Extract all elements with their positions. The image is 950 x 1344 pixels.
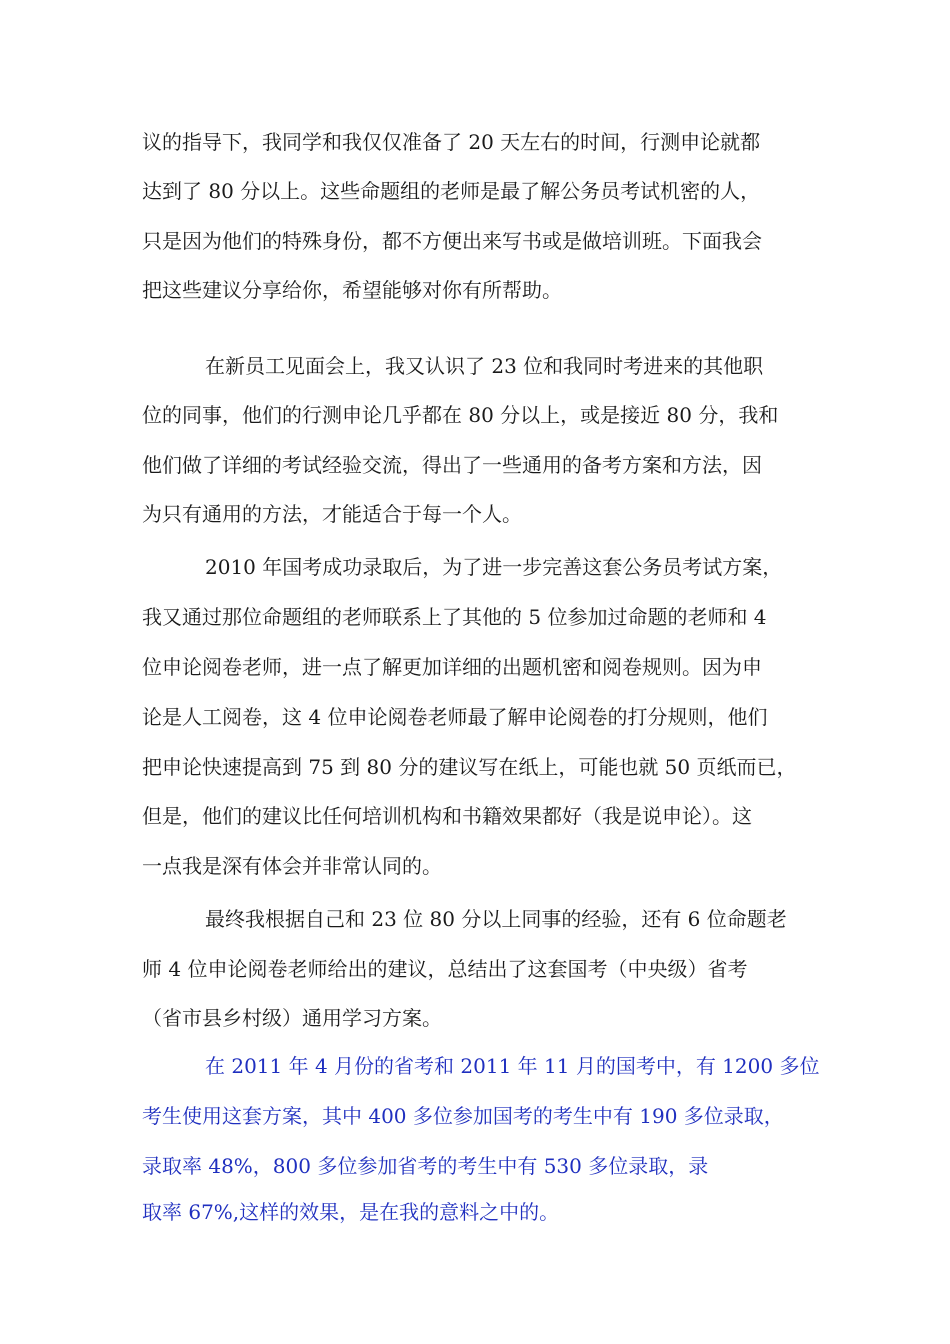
highlight-text-line: 取率 67%,这样的效果，是在我的意料之中的。 [142,1200,560,1224]
text-line: 只是因为他们的特殊身份，都不方便出来写书或是做培训班。下面我会 [142,229,762,253]
text-line: 他们做了详细的考试经验交流，得出了一些通用的备考方案和方法，因 [142,453,762,477]
text-line: 位的同事，他们的行测申论几乎都在 80 分以上，或是接近 80 分，我和 [142,403,779,427]
text-line: 在新员工见面会上，我又认识了 23 位和我同时考进来的其他职 [205,354,764,378]
text-line: （省市县乡村级）通用学习方案。 [142,1006,442,1030]
text-line: 为只有通用的方法，才能适合于每一个人。 [142,502,522,526]
text-line: 一点我是深有体会并非常认同的。 [142,854,442,878]
text-line: 最终我根据自己和 23 位 80 分以上同事的经验，还有 6 位命题老 [205,907,787,931]
highlight-text-line: 考生使用这套方案，其中 400 多位参加国考的考生中有 190 多位录取， [142,1104,784,1128]
text-line: 达到了 80 分以上。这些命题组的老师是最了解公务员考试机密的人， [142,179,761,203]
text-line: 师 4 位申论阅卷老师给出的建议，总结出了这套国考（中央级）省考 [142,957,748,981]
text-line: 位申论阅卷老师，进一点了解更加详细的出题机密和阅卷规则。因为申 [142,655,762,679]
highlight-text-line: 录取率 48%，800 多位参加省考的考生中有 530 多位录取，录 [142,1154,709,1178]
text-line: 把申论快速提高到 75 到 80 分的建议写在纸上，可能也就 50 页纸而已， [142,755,797,779]
text-line: 把这些建议分享给你，希望能够对你有所帮助。 [142,278,562,302]
text-line: 2010 年国考成功录取后，为了进一步完善这套公务员考试方案， [205,555,783,579]
text-line: 但是，他们的建议比任何培训机构和书籍效果都好（我是说申论）。这 [142,804,752,828]
text-line: 议的指导下，我同学和我仅仅准备了 20 天左右的时间，行测申论就都 [142,130,761,154]
highlight-text-line: 在 2011 年 4 月份的省考和 2011 年 11 月的国考中，有 1200 多位 [205,1054,820,1078]
text-line: 论是人工阅卷，这 4 位申论阅卷老师最了解申论阅卷的打分规则，他们 [142,705,768,729]
text-line: 我又通过那位命题组的老师联系上了其他的 5 位参加过命题的老师和 4 [142,605,767,629]
